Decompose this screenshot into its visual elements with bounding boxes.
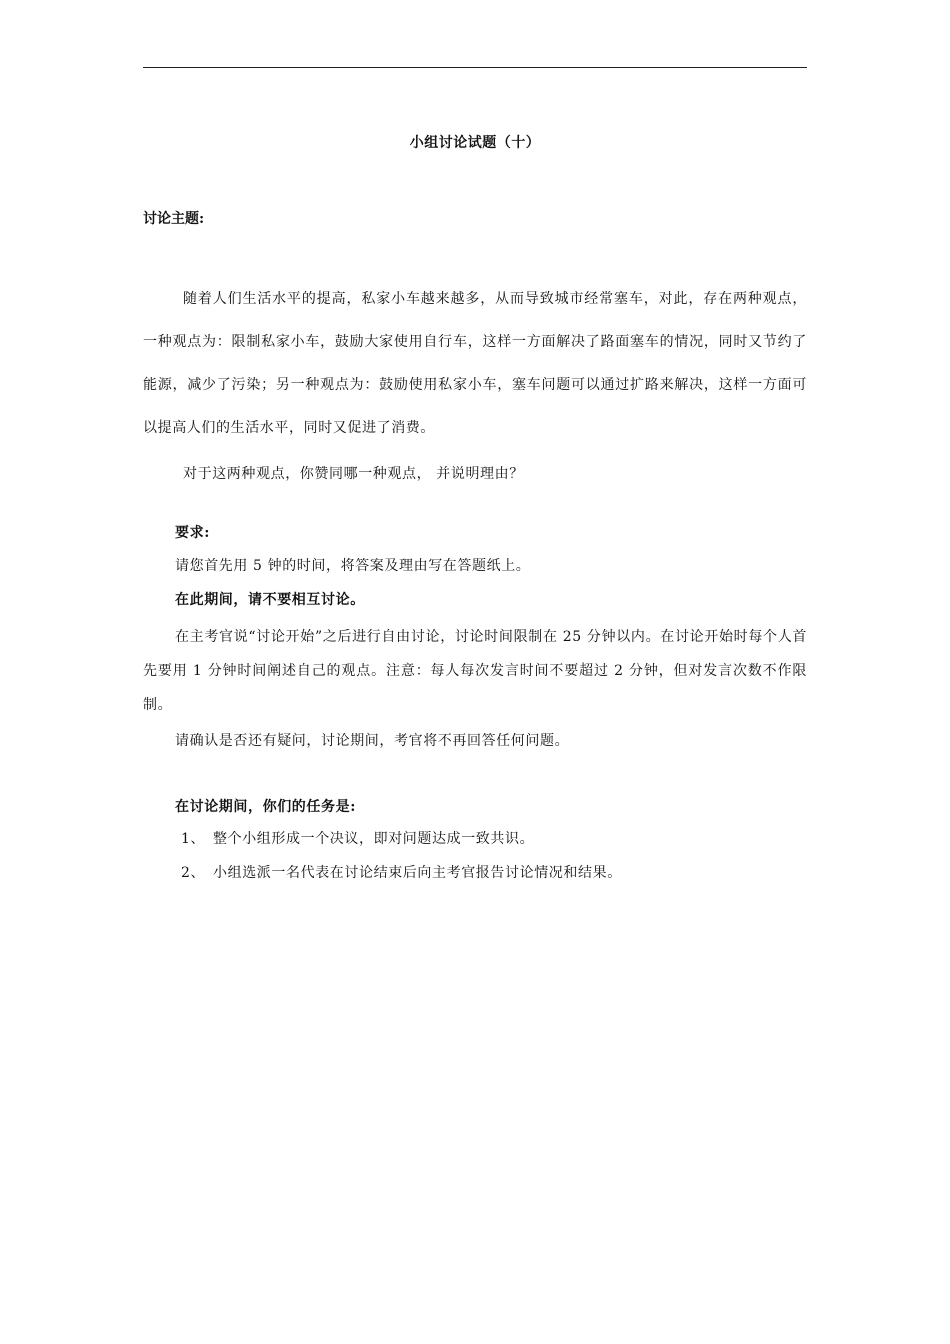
requirements-no-discussion: 在此期间，请不要相互讨论。 <box>175 592 365 608</box>
task-item <box>143 828 845 848</box>
requirements-instruction: 请您首先用 5 钟的时间，将答案及理由写在答题纸上。 <box>175 558 531 574</box>
task-item <box>143 862 845 882</box>
task-text: 整个小组形成一个决议，即对问题达成一致共识。 <box>213 831 535 847</box>
task-text: 小组选派一名代表在讨论结束后向主考官报告讨论情况和结果。 <box>213 865 622 881</box>
page-title: 小组讨论试题（十） <box>409 135 541 151</box>
header-rule <box>143 67 807 68</box>
task-number: 1、 <box>181 831 206 847</box>
discussion-question: 对于这两种观点，你赞同哪一种观点， 并说明理由？ <box>183 466 524 482</box>
topic-paragraph: 随着人们生活水平的提高，私家小车越来越多，从而导致城市经常塞车，对此，存在两种观点，一种观点为：限制私家小车，鼓励大家使用自行车，这样一方面解决了路面塞车的情况，同时又节约了能源，减少了污染；另一种观点为：鼓励使用私家小车，塞车问题可以通过扩路来解决，这样一方面可以提高人们的生活水平，同时又促进了消费。 <box>143 291 807 436</box>
tasks-heading: 在讨论期间，你们的任务是: <box>175 799 356 815</box>
requirements-rules-paragraph: 在主考官说“讨论开始”之后进行自由讨论，讨论时间限制在 25 分钟以内。在讨论开始时每个人首先要用 1 分钟时间阐述自己的观点。注意：每人每次发言时间不要超过 2 分钟，但对发言次数不作限制。 <box>143 629 807 713</box>
task-number: 2、 <box>181 865 206 881</box>
topic-heading: 讨论主题: <box>143 211 205 227</box>
requirements-heading: 要求: <box>175 525 210 541</box>
requirements-confirm: 请确认是否还有疑问，讨论期间，考官将不再回答任何问题。 <box>175 733 570 749</box>
